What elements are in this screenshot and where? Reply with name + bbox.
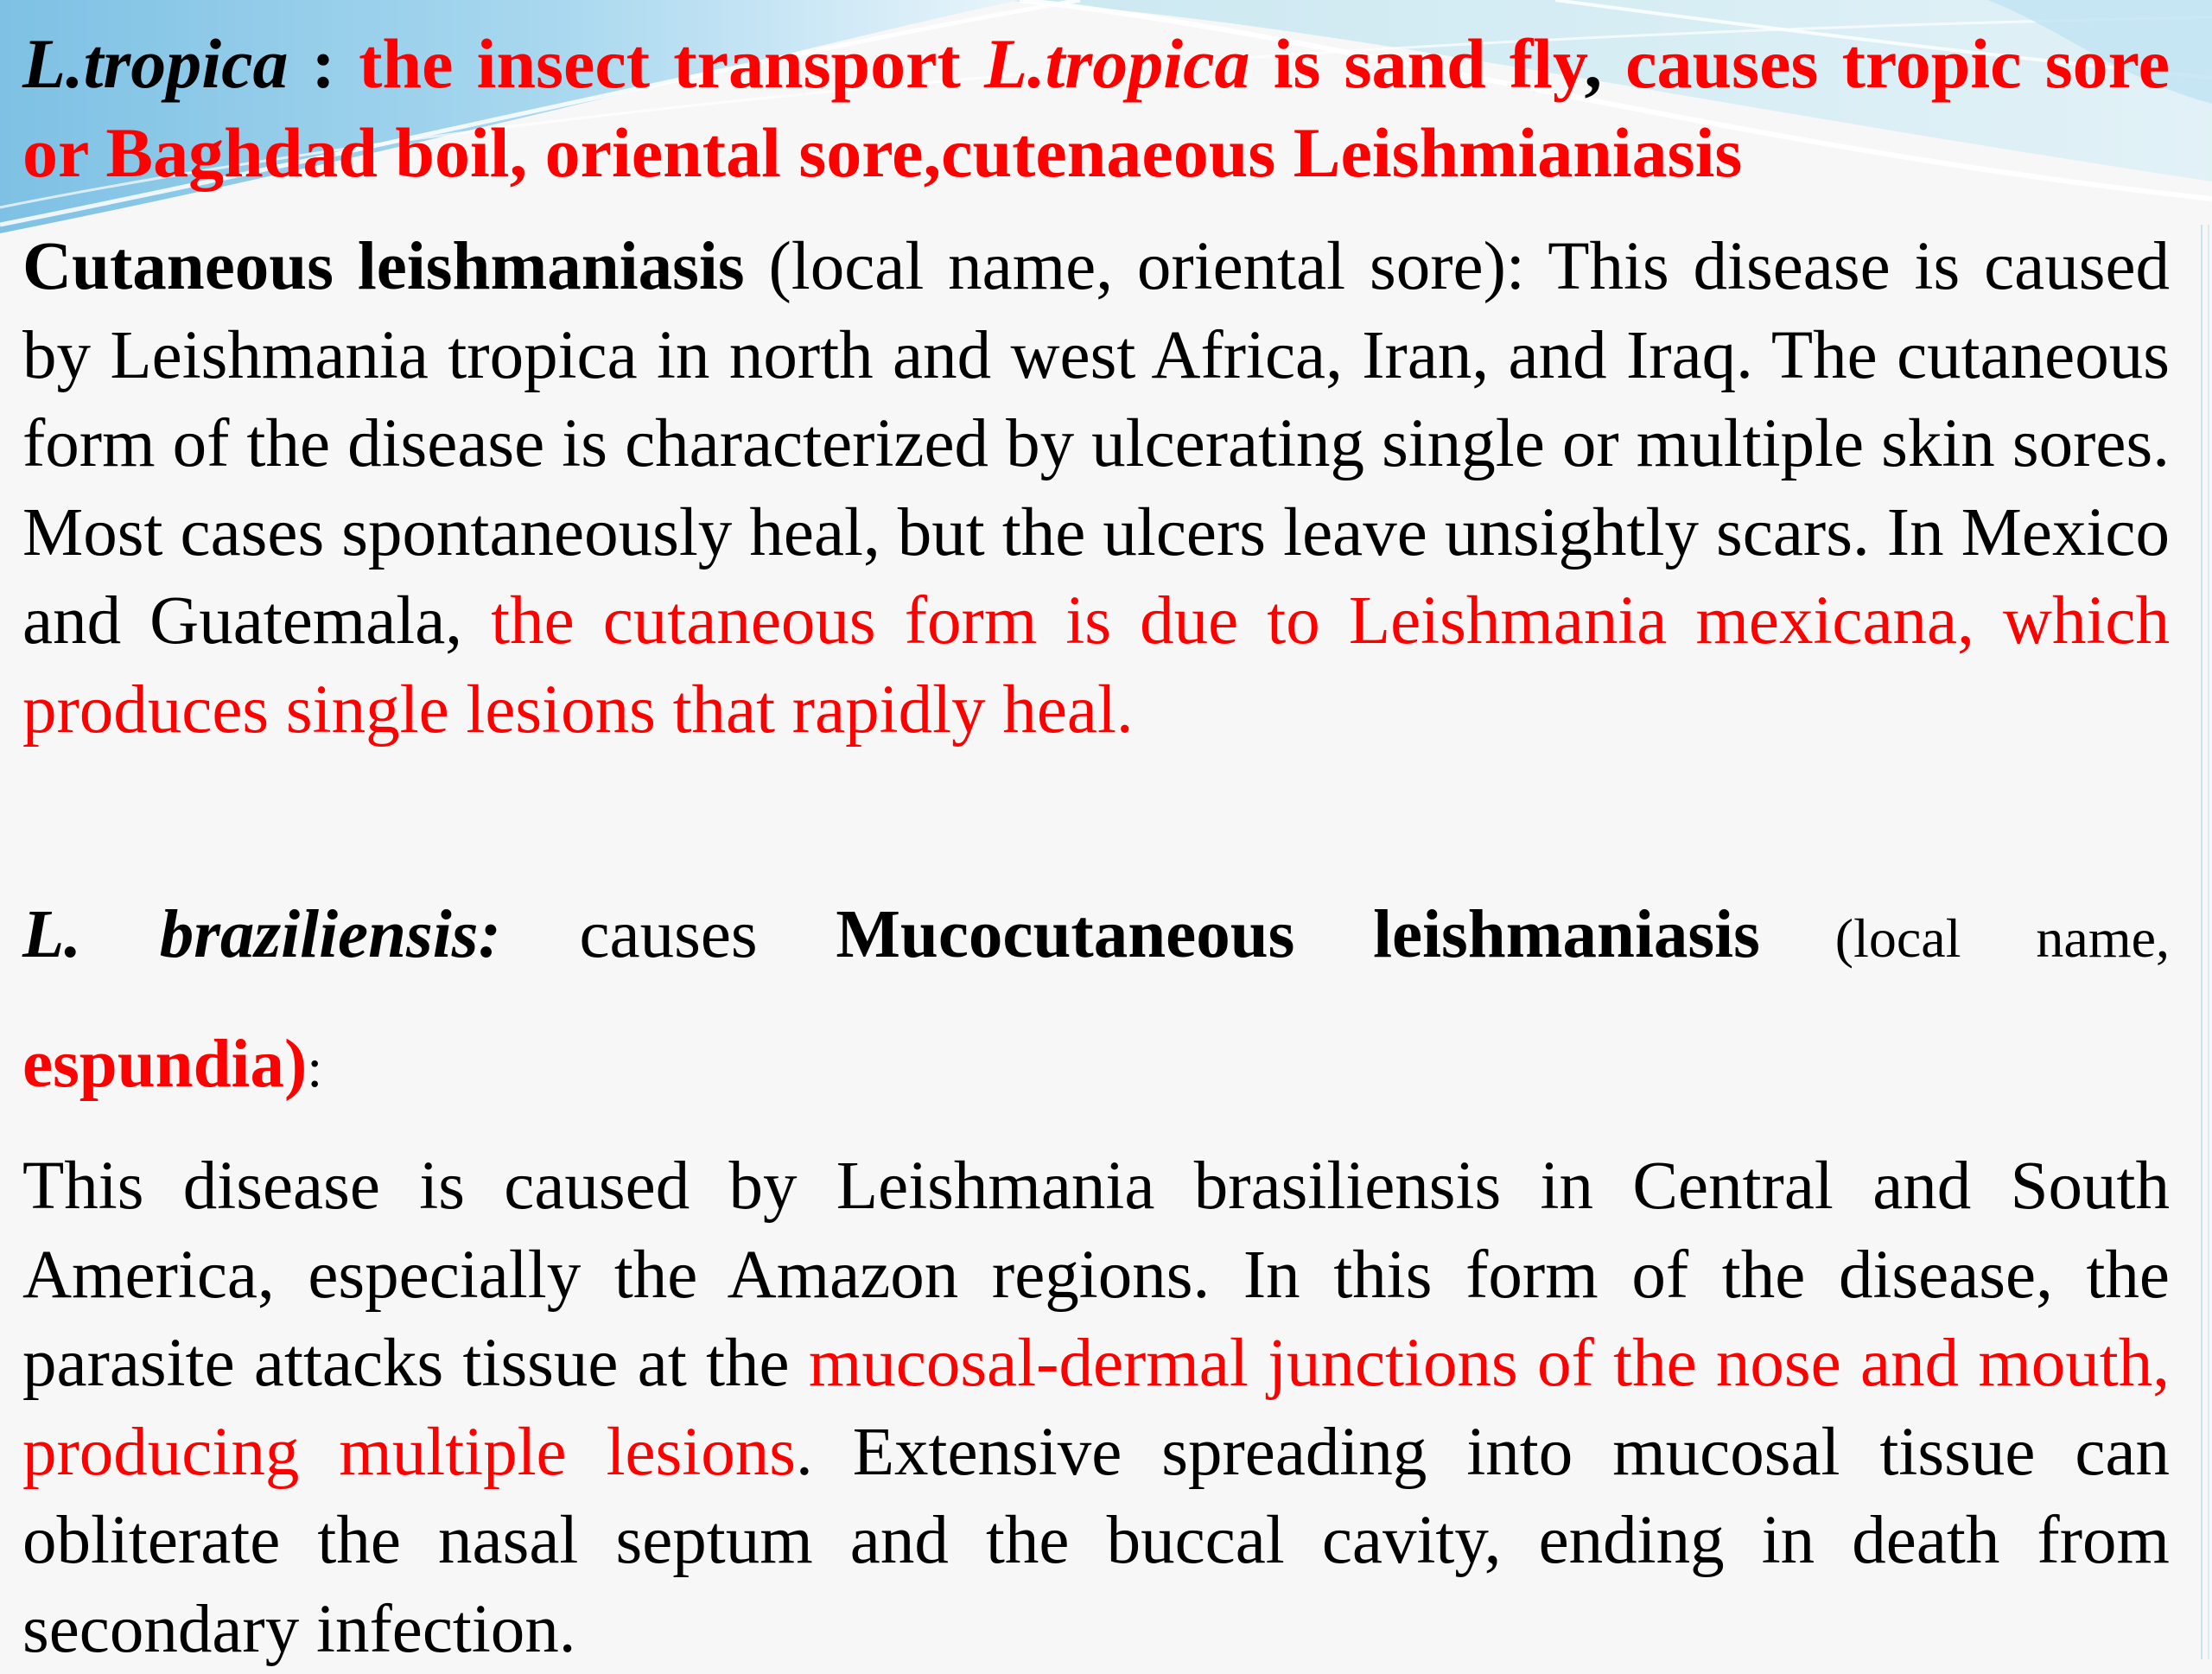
mucocutaneous-text-2: . Extensive spreading into mucosal tissue can obliterate the nasal septum and the buccal cavity, ending in death from secondary infection. bbox=[22, 1414, 2171, 1667]
heading-text-3: causes tropic sore or Baghdad boil, oriental sore,cutenaeous Leishmianiasis bbox=[22, 24, 2170, 192]
espundia-colon: : bbox=[307, 1037, 323, 1098]
espundia-line bbox=[22, 1020, 322, 1112]
cutaneous-highlight: the cutaneous form is due to Leishmania mexicana, which produces single lesions that rapidly heal. bbox=[22, 583, 2170, 748]
heading-colon: : bbox=[288, 24, 359, 103]
heading-comma: , bbox=[1584, 24, 1626, 103]
heading-taxon-inline: L.tropica bbox=[984, 24, 1250, 103]
cutaneous-term: Cutaneous leishmaniasis bbox=[22, 229, 745, 304]
heading bbox=[22, 19, 2170, 197]
mucocutaneous-text-1: This disease is caused by Leishmania brasiliensis in Central and South America, especially the Amazon regions. In this form of the disease, the parasite attacks tissue at the bbox=[22, 1149, 2170, 1401]
mucocutaneous-paragraph bbox=[22, 1143, 2170, 1674]
heading-text-1: the insect transport bbox=[359, 24, 984, 103]
cutaneous-paragraph bbox=[22, 223, 2170, 754]
braziliensis-taxon: L. braziliensis: bbox=[22, 897, 501, 972]
braziliensis-term: Mucocutaneous leishmaniasis bbox=[836, 897, 1760, 972]
local-name-espundia: espundia) bbox=[22, 1027, 308, 1102]
cutaneous-text: (local name, oriental sore): This disease is caused by Leishmania tropica in north and west Africa, Iran, and Iraq. The cutaneous form of the disease is characterized by ulcerating single or multiple skin sores. Most cases spontaneously heal, but the ulcers leave unsightly scars. In Mexico and Guatemala, bbox=[22, 229, 2171, 659]
braziliensis-local: (local name, bbox=[1759, 907, 2171, 969]
mucocutaneous-highlight: mucosal-dermal junctions of the nose and mouth, producing multiple lesions bbox=[22, 1326, 2171, 1490]
braziliensis-line bbox=[22, 890, 2170, 983]
heading-text-2: is sand fly bbox=[1249, 24, 1585, 103]
braziliensis-causes: causes bbox=[500, 897, 836, 972]
heading-taxon: L.tropica bbox=[22, 24, 289, 103]
